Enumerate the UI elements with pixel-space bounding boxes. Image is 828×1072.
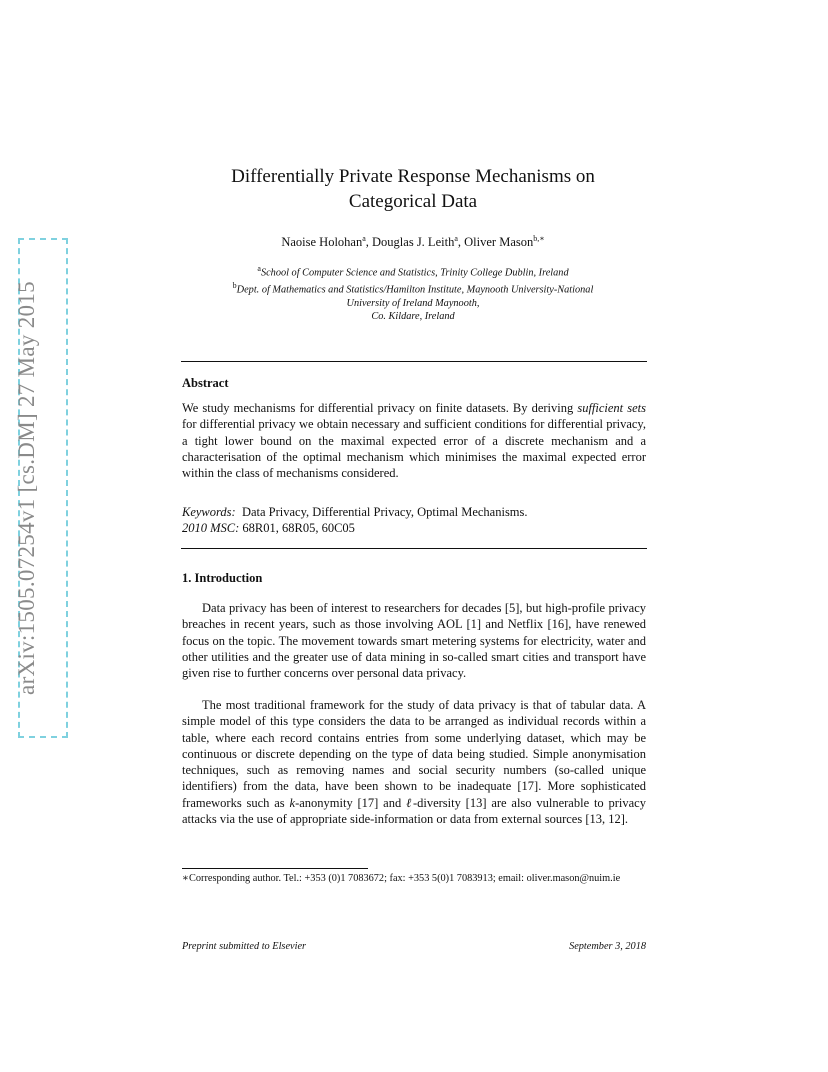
keywords xyxy=(182,504,528,520)
abstract-text-pre: We study mechanisms for differential privacy on finite datasets. By deriving xyxy=(182,401,578,415)
author-1-sup: a xyxy=(362,234,366,243)
msc-text: 68R01, 68R05, 60C05 xyxy=(242,521,355,535)
keywords-text: Data Privacy, Differential Privacy, Optimal Mechanisms. xyxy=(241,505,528,519)
section-heading: 1. Introduction xyxy=(182,571,263,585)
footer-preprint: Preprint submitted to Elsevier xyxy=(182,941,307,952)
affiliation-a-text: School of Computer Science and Statistics, Trinity College Dublin, Ireland xyxy=(260,267,569,279)
abstract-body xyxy=(182,400,646,481)
author-1: Naoise Holohan xyxy=(281,235,363,250)
abstract-text-post: for differential privacy we obtain necessary and sufficient conditions for differential privacy, a tight lower bound on the maximal expected error of a discrete mechanism and a characterisation of the optimal mechanism which minimises the maximal expected error within the class of mechanisms considered. xyxy=(182,417,646,481)
affiliation-b-sup: b xyxy=(232,281,237,291)
author-2-sup: a xyxy=(454,234,458,243)
msc-codes xyxy=(182,520,355,536)
footer-date: September 3, 2018 xyxy=(569,941,646,952)
affiliation-b-line2: University of Ireland Maynooth, xyxy=(346,297,480,309)
abstract-bottom-rule xyxy=(181,548,647,549)
affiliation-b-line3: Co. Kildare, Ireland xyxy=(371,310,455,322)
keywords-label: Keywords: xyxy=(182,505,236,519)
title-line-1: Differentially Private Response Mechanisms on xyxy=(231,166,595,187)
affiliation-b xyxy=(160,279,666,296)
title-line-2: Categorical Data xyxy=(348,191,478,212)
abstract-top-rule xyxy=(181,361,647,362)
para2-ell: ℓ xyxy=(406,795,413,810)
affiliation-b-text: Dept. of Mathematics and Statistics/Hamilton Institute, Maynooth University-National xyxy=(236,284,594,296)
abstract-emphasis: sufficient sets xyxy=(577,401,646,415)
paper-title xyxy=(180,164,646,214)
arxiv-identifier: arXiv:1505.07254v1 [cs.DM] 27 May 2015 xyxy=(14,281,39,695)
abstract-heading: Abstract xyxy=(182,376,229,390)
para2-text-b: -anonymity [17] and xyxy=(295,795,407,810)
author-list: Naoise Holohan$^a$, Douglas J. Leith$^a$, Oliver Mason$^{b,∗}$ xyxy=(281,234,545,250)
para2-text-a: The most traditional framework for the study of data privacy is that of tabular data. A simple model of this type considers the data to be arranged as individual records within a table, where each record contains entries from some underlying dataset, which may be continuous or discrete depending on the type of data being studied. Simple anonymisation techniques, such as removing names and social security numbers (so-called unique identifiers) from the data, have been shown to be inadequate [17]. More sophisticated frameworks such as xyxy=(182,698,646,810)
para2-k: k xyxy=(289,795,296,810)
author-3-sup: b,∗ xyxy=(533,234,545,243)
footnote: ∗Corresponding author. Tel.: +353 (0)1 7083672; fax: +353 5(0)1 7083913; email: oliver.mason@nuim.ie xyxy=(182,873,621,884)
author-2: Douglas J. Leith xyxy=(372,235,455,250)
msc-label: 2010 MSC: xyxy=(182,521,240,535)
intro-paragraph-1: Data privacy has been of interest to researchers for decades [5], but high-profile privacy breaches in recent years, such as those involving AOL [1] and Netflix [16], have renewed focus on the topic. The movement towards smart metering systems for electricity, water and other utilities and the greater use of data mining in so-called smart cities and transport have given rise to further concerns over personal data privacy. xyxy=(182,601,646,681)
affiliations xyxy=(160,262,666,323)
affiliation-a xyxy=(160,262,666,279)
affiliation-a-sup: a xyxy=(257,264,261,273)
author-3: Oliver Mason xyxy=(464,235,534,250)
footnote-rule xyxy=(182,868,368,869)
para2-text-c: -diversity [13] are also vulnerable to privacy attacks via the use of appropriate side-information or data from external sources [13, 12]. xyxy=(182,795,646,827)
intro-paragraph-2 xyxy=(182,697,646,827)
